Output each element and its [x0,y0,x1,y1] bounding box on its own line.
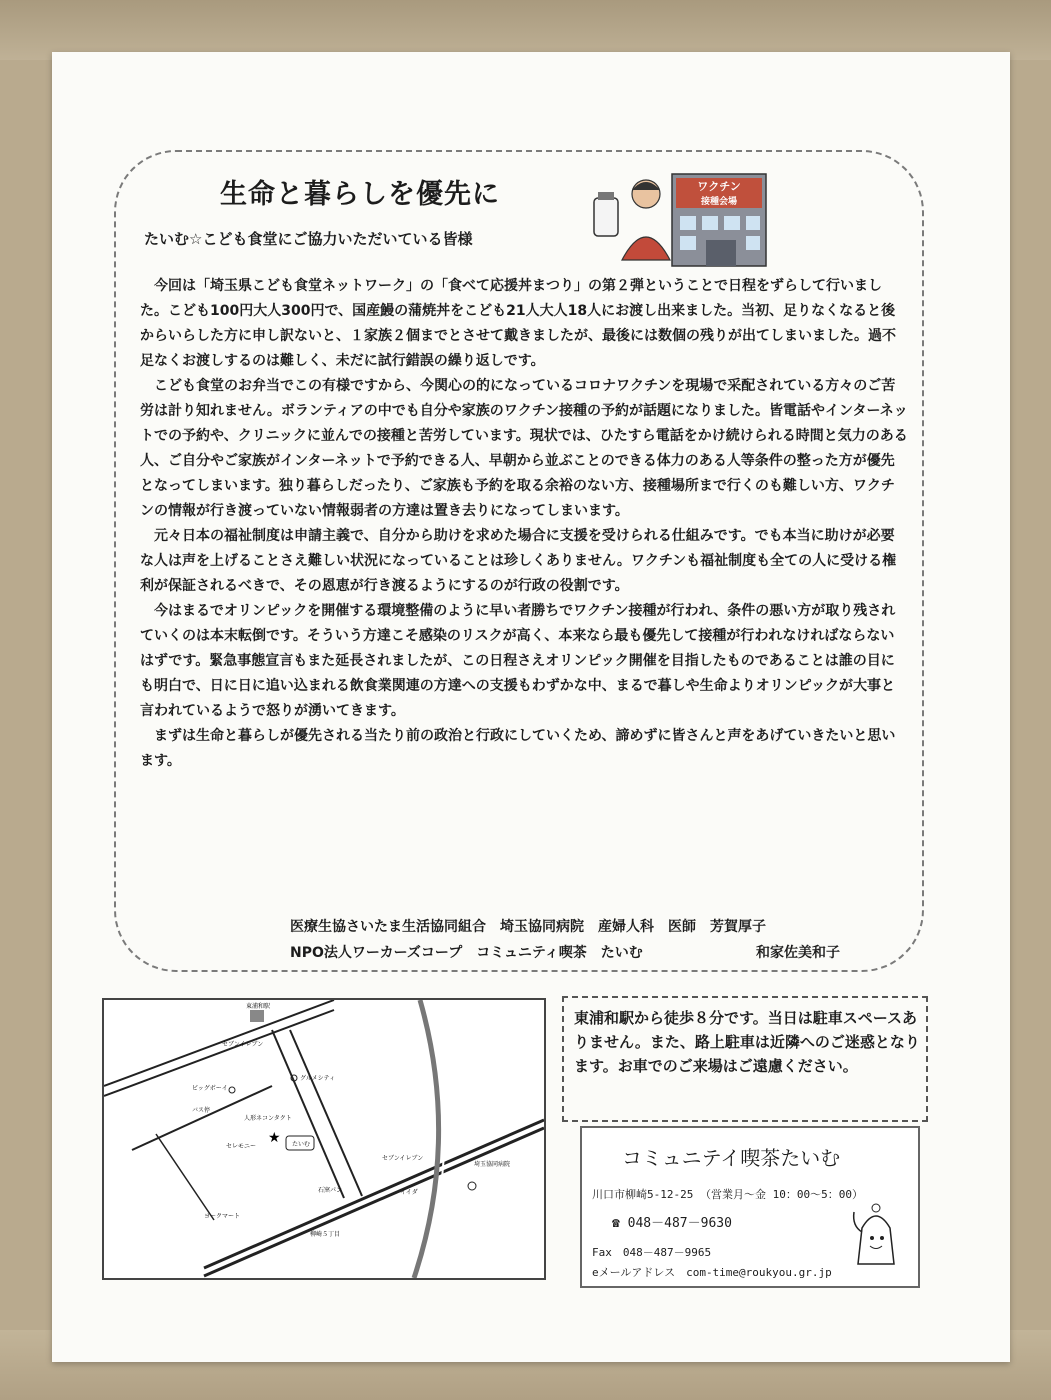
contact-fax: Fax 048－487－9965 [592,1246,712,1259]
vaccine-vial-icon [594,198,618,236]
taimu-star-icon: ★ [268,1130,281,1146]
vaccination-illustration [592,160,772,268]
station-building-icon [250,1010,264,1022]
map-label-ceremony: セレモニー [226,1143,257,1150]
paragraph: 今はまるでオリンピックを開催する環境整備のように早い者勝ちでワクチン接種が行われ、条件の悪い方が取り残されていくのは本末転倒です。そういう方達こそ感染のリスクが高く、本来なら最も優先して接種が行われなければならないはずです。緊急事態宣言もまた延長されましたが、この日程さえオリンピック開催を目指したものであることは誰の目にも明白で、日に日に追い込まれる飲食業関連の方達への支援もわずかな中、まるで暮しや生命よりオリンピックが大事と言われているようで怒りが湧いてきます。 [140,603,896,719]
map-label-yorkmart: ヨークマート [204,1213,241,1220]
map-label-gourmet: グルメシティ [300,1075,336,1082]
contact-email: eメールアドレス com-time@roukyou.gr.jp [592,1266,832,1279]
map-label-hospital: 埼玉協同病院 [474,1161,511,1168]
svg-text:ワクチン: ワクチン [697,180,741,193]
map-label-seven2: セブンイレブン [382,1155,424,1162]
map-label-iida: イイダ [400,1189,418,1196]
map-label-bakery: 石窯パン [318,1187,343,1194]
map-label-bigboy: ビッグボーイ [192,1085,228,1092]
contact-card [580,1126,920,1288]
table-surface-top [0,0,1051,60]
map-label-bus: バス停 [192,1107,211,1114]
map-label-seven1: セブンイレブン [222,1041,264,1048]
parking-notice [562,996,928,1122]
map-label-taimu: たいむ [292,1141,311,1148]
contact-address: 川口市柳崎5-12-25 （営業月～金 10：00～5：00） [592,1188,863,1201]
paragraph: こども食堂のお弁当でこの有様ですから、今関心の的になっているコロナワクチンを現場で采配されている方々のご苦労は計り知れません。ボランティアの中でも自分や家族のワクチン接種の予約が話題になりました。皆電話やインターネットでの予約や、クリニックに並んでの接種と苦労しています。現状では、ひたすら電話をかけ続けられる時間と気力のある人、ご自分やご家族がインターネットで予約できる人、早朝から並ぶことのできる体力のある人等条件の整った方が優先となってしまいます。独り暮らしだったり、ご家族も予約を取る余裕のない方、接種場所まで行くのも難しい方、ワクチンの情報が行き渡っていない情報弱者の方達は置き去りになってしまいます。 [140,378,908,519]
article-title: 生命と暮らしを優先に [220,179,500,210]
paragraph: まずは生命と暮らしが優先される当たり前の政治と行政にしていくため、諦めずに皆さんと声をあげていきたいと思います。 [140,728,896,769]
article-greeting: たいむ☆こども食堂にご協力いただいている皆様 [144,230,473,248]
phone-icon: ☎ [612,1216,620,1231]
contact-name: コミュニテイ喫茶たいむ [622,1146,841,1170]
signature-doctor: 医療生協さいたま生活協同組合 埼玉協同病院 産婦人科 医師 芳賀厚子 [290,919,766,935]
signature-name: 和家佐美和子 [756,945,840,961]
teapot-mascot-icon [850,1198,902,1272]
access-map [102,998,546,1280]
hospital-marker-icon [468,1182,476,1190]
map-label-yanagisaki: 柳崎５丁目 [310,1231,341,1238]
signature-org: NPO法人ワーカーズコープ コミュニティ喫茶 たいむ [290,945,643,961]
paragraph: 今回は「埼玉県こども食堂ネットワーク」の「食べて応援丼まつり」の第２弾ということで日程をずらして行いました。こども100円大人300円で、国産鰻の蒲焼丼をこども21人大人18人にお渡し出来ました。当初、足りなくなると後からいらした方に申し訳ないと、１家族２個までとさせて戴きましたが、最後には数個の残りが出てしまいました。過不足なくお渡しするのは難しく、未だに試行錯誤の繰り返しです。 [140,278,896,369]
parking-notice-text: 東浦和駅から徒歩８分です。当日は駐車スペースありません。また、路上駐車は近隣へのご迷惑となります。お車でのご来場はご遠慮ください。 [574,1009,920,1075]
svg-text:接種会場: 接種会場 [700,197,738,207]
flyer-sheet [52,52,1010,1362]
paragraph: 元々日本の福祉制度は申請主義で、自分から助けを求めた場合に支援を受けられる仕組みです。でも本当に助けが必要な人は声を上げることさえ難しい状況になっていることは珍しくありません。ワクチンも福祉制度も全ての人に受ける権利が保証されるべきで、その恩恵が行き渡るようにするのが行政の役割です。 [140,528,897,594]
map-label-station: 東浦和駅 [246,1003,271,1010]
article-body [140,274,908,774]
map-label-contact: 人形ネコンタクト [244,1115,292,1122]
map-drawing [104,1000,544,1278]
contact-phone: 048－487－9630 [627,1216,732,1231]
